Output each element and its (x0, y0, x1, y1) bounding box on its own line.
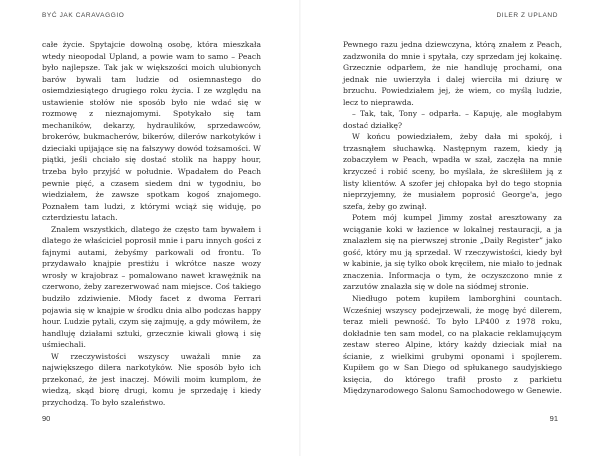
left-page-body (42, 39, 261, 409)
paragraph: Potem mój kumpel Jimmy został aresztowany za wciąganie koki w łazience w lokalnej restauracji, a ja znalazłem się na pierwszej stronie „Daily Register” jako gość, który mu ją sprzedał. W rzeczywistości, kiedy był w kabinie, ja się tylko obok kręciłem, nie miało to jednak znaczenia. Informacja o tym, że oczyszczono mnie z zarzutów znalazła się w dole na siódmej stronie. (343, 213, 562, 292)
page-number-right: 91 (549, 414, 558, 423)
paragraph: – Tak, tak, Tony – odparła. – Kapuję, ale mogłabym dostać działkę? (343, 109, 562, 130)
paragraph: Znalem wszystkich, dlatego że często tam bywałem i dlatego że właściciel poprosił mnie i paru innych gości z fajnymi autami, żebyśmy parkowali od frontu. To przydawało knajpie prestiżu i wkrótce nasze wozy wrosły w krajobraz – pomalowano nawet krawężnik na czerwono, żeby zarezerwować nam miejsce. Coś takiego budziło zdziwienie. Młody facet z dwoma Ferrari pojawia się w knajpie w środku dnia albo podczas happy hour. Ludzie pytali, czym się zajmuję, a gdy mówiłem, że handluję działami sztuki, grzecznie kiwali głową i się uśmiechali. (42, 224, 261, 350)
running-head-right: DILER Z UPLAND (496, 12, 558, 19)
page-number-left: 90 (42, 414, 51, 423)
paragraph: W rzeczywistości wszyscy uważali mnie za największego dilera narkotyków. Nie sposób było ich przekonać, że jest inaczej. Mówili moim kumplom, że wiedzą, skąd biorę drugi, komu je sprzedaję i kiedy przychodzą. To było szaleństwo. (42, 351, 261, 407)
running-head-left: BYĆ JAK CARAVAGGIO (42, 12, 125, 19)
paragraph: W końcu powiedziałem, żeby dała mi spokój, i trzasnąłem słuchawką. Następnym razem, kiedy ją zobaczyłem w Peach, wpadła w szał, zaczęła na mnie krzyczeć i robić sceny, bo myślała, że skreśliłem ją z listy klientów. A szofer jej chłopaka był do tego stopnia nieprzyjemny, że musiałem poprosić George'a, jego szefa, żeby go zwinął. (343, 132, 562, 211)
right-page-body (343, 39, 562, 397)
right-page (300, 0, 600, 456)
paragraph: Niedługo potem kupiłem lamborghini countach. Wcześniej wszyscy podejrzewali, że mogę być dilerem, teraz mieli pewność. To było LP400 z 1978 roku, dokładnie ten sam model, co na plakacie reklamującym zestaw stereo Alpine, który każdy dzieciak miał na ścianie, z wielkimi grubymi oponami i spojlerem. Kupiłem go w San Diego od spłukanego saudyjskiego księcia, do którego trafił prosto z parkietu Międzynarodowego Salonu Samochodowego w Genewie. (343, 294, 562, 396)
paragraph: całe życie. Spytajcie dowolną osobę, która mieszkała wtedy nieopodal Upland, a powie wam to samo – Peach było najlepsze. Tak jak w większości moich ulubionych barów bywali tam ludzie od osiemnastego do osiemdziesiątego drugiego roku życia. I ze względu na ustawienie stołów nie sposób było nie wdać się w rozmowę z nieznajomymi. Spotykało się tam mechaników, dekarzy, hydraulików, sprzedawców, brokerów, bukmacherów, bikerów, dilerów narkotyków i dzieciaki upijające się na fałszywy dowód tożsamości. W piątki, jeśli chciało się dostać stolik na happy hour, trzeba było przyjść w południe. Wpadałem do Peach pewnie pięć, a czasem siedem dni w tygodniu, bo wiedziałem, że zawsze spotkam kogoś znajomego. Poznałem tam ludzi, z którymi wciąż się widuję, po czterdziestu latach. (42, 40, 261, 223)
paragraph: Pewnego razu jedna dziewczyna, którą znałem z Peach, zadzwoniła do mnie i spytała, czy sprzedam jej kokainę. Grzecznie odparłem, że nie handluję prochami, ona jednak nie uwierzyła i dalej wierciła mi dziurę w brzuchu. Powiedziałem jej, że wiem, co myślą ludzie, lecz to nieprawda. (343, 40, 562, 107)
